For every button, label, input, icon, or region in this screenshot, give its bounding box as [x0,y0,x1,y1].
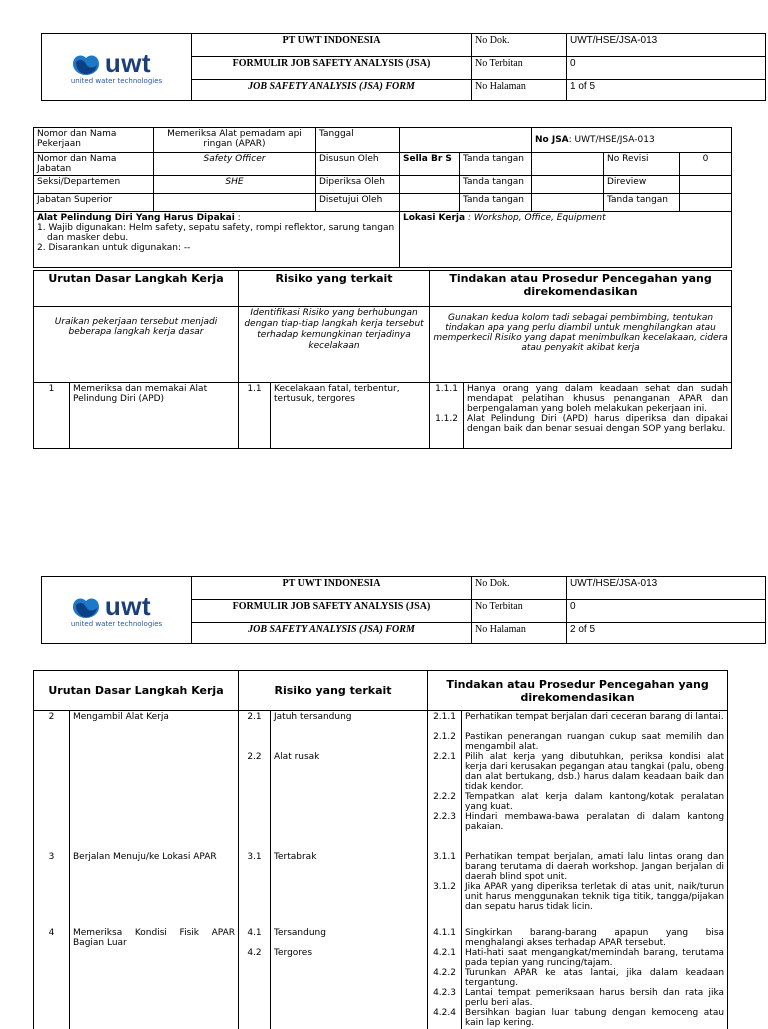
tanda-tangan-1: Tanda tangan [460,153,532,176]
lokasi-label: Lokasi Kerja [403,213,466,223]
doc-header-page2 [41,576,766,644]
apd-item-2: 2. Disarankan untuk digunakan: -- [37,243,191,253]
jsa-table-page1 [33,270,732,449]
col-risiko-header: Risiko yang terkait [239,671,428,711]
logo [42,34,192,101]
no-dok-label: No Dok. [472,34,567,57]
form-title: FORMULIR JOB SAFETY ANALYSIS (JSA) [192,57,472,80]
col-tindakan-header: Tindakan atau Prosedur Pencegahan yang direkomendasikan [428,671,728,711]
no-jsa-label: No JSA [535,135,569,145]
no-jsa-value: : UWT/HSE/JSA-013 [568,135,655,145]
table-row: 3 Berjalan Menuju/ke Lokasi APAR 3.1 Tertabrak 3.1.1 3.1.2 Perhatikan tempat berjalan, amati lalu lintas orang dan barang terutama di daerah workshop. Jangan berjalan di daerah blind spot unit. Jika APAR yang diperiksa terletak di atas unit, naik/turun unit harus menggunakan teknik tiga titik, tangga/pijakan dan sepatu harus tidak licin. [34,851,728,927]
no-revisi-label: No Revisi [604,153,680,176]
tanggal-value [400,128,532,153]
disusun-value: Sella Br S [400,153,460,176]
page-number: 1 of 5 [567,80,766,101]
jabatan-value: Safety Officer [154,153,316,176]
no-terbitan-value: 0 [567,57,766,80]
no-halaman-label: No Halaman [472,80,567,101]
doc-header-page1 [41,33,766,101]
logo-wordmark: uwt [104,591,152,621]
lokasi-section [400,212,732,268]
no-terbitan-label: No Terbitan [472,57,567,80]
disusun-label: Disusun Oleh [316,153,400,176]
col-urutan-header: Urutan Dasar Langkah Kerja [34,271,239,307]
water-drop-logo-icon [71,595,101,619]
no-dok-value: UWT/HSE/JSA-013 [567,34,766,57]
job-info-table [33,127,732,268]
job-name-value: Memeriksa Alat pemadam api ringan (APAR) [154,128,316,153]
jabatan-label: Nomor dan Nama Jabatan [34,153,154,176]
no-halaman-label: No Halaman [472,623,567,644]
col-risiko-desc: Identifikasi Risiko yang berhubungan dengan tiap-tiap langkah kerja tersebut terhadap kemungkinan terjadinya kecelakaan [239,307,430,383]
form-subtitle: JOB SAFETY ANALYSIS (JSA) FORM [192,80,472,101]
seksi-label: Seksi/Departemen [34,176,154,194]
apd-title: Alat Pelindung Diri Yang Harus Dipakai [37,213,235,223]
no-dok-label: No Dok. [472,577,567,600]
no-dok-value: UWT/HSE/JSA-013 [567,577,766,600]
page-number: 2 of 5 [567,623,766,644]
table-row: 1 Memeriksa dan memakai Alat Pelindung Diri (APD) 1.1 Kecelakaan fatal, terbentur, tertusuk, tergores 1.1.1 1.1.2 Hanya orang yang dalam keadaan sehat dan sudah mendapat pelatihan khusus penanganan APAR dan berpengalaman yang boleh melakukan pekerjaan ini. Alat Pelindung Diri (APD) harus diperiksa dan dipakai dengan baik dan benar sesuai dengan SOP yang berlaku. [34,383,732,449]
jsa-table-page2 [33,670,728,1029]
table-row: 4 Memeriksa Kondisi Fisik APAR Bagian Luar 4.1 4.2 Tersandung Tergores 4.1.1 4.2.1 4.2.2 4.2.3 4.2.4 Singkirkan barang-barang apapun yang bisa menghalangi akses terhadap APAR tersebut. Hati-hati saat mengangkat/memindah barang, terutama pada tepian yang runcing/tajam. Turunkan APAR ke atas lantai, jika dalam keadaan tergantung. Lantai tempat pemeriksaan harus bersih dan rata jika perlu beri alas. Bersihkan bagian luar tabung dengan kemoceng atau kain lap kering. [34,927,728,1029]
logo-wordmark: uwt [104,48,152,78]
tanggal-label: Tanggal [316,128,400,153]
diperiksa-label: Diperiksa Oleh [316,176,400,194]
col-risiko-header: Risiko yang terkait [239,271,430,307]
water-drop-logo-icon [71,52,101,76]
company-name: PT UWT INDONESIA [192,34,472,57]
logo-tagline: united water technologies [70,77,163,85]
col-tindakan-desc: Gunakan kedua kolom tadi sebagai pembimbing, tentukan tindakan apa yang perlu diambil untuk menghilangkan atau memperkecil Risiko yang dapat menimbulkan kecelakaan, cidera atau penyakit akibat kerja [430,307,732,383]
logo [42,577,192,644]
form-subtitle: JOB SAFETY ANALYSIS (JSA) FORM [192,623,472,644]
col-urutan-header: Urutan Dasar Langkah Kerja [34,671,239,711]
no-revisi-value: 0 [680,153,732,176]
no-terbitan-label: No Terbitan [472,600,567,623]
no-terbitan-value: 0 [567,600,766,623]
lokasi-value: : Workshop, Office, Equipment [465,213,606,223]
direview-label: Direview [604,176,680,194]
apd-item-1: 1. Wajib digunakan: Helm safety, sepatu safety, rompi reflektor, sarung tangan dan masker debu. [37,223,395,243]
seksi-value: SHE [154,176,316,194]
form-title: FORMULIR JOB SAFETY ANALYSIS (JSA) [192,600,472,623]
tanda-tangan-3: Tanda tangan [460,194,532,212]
disetujui-label: Disetujui Oleh [316,194,400,212]
col-tindakan-header: Tindakan atau Prosedur Pencegahan yang direkomendasikan [430,271,732,307]
table-row: 2 Mengambil Alat Kerja 2.1 2.2 Jatuh tersandung Alat rusak 2.1.1 2.1.2 2.2.1 2.2.2 2.2.3 Perhatikan tempat berjalan dari ceceran barang di lantai. Pastikan penerangan ruangan cukup saat memilih dan mengambil alat. Pilih alat kerja yang dibutuhkan, periksa kondisi alat kerja dari kerusakan pegangan atau tangkai (palu, obeng dan alat bertukang, dsb.) harus dalam keadaan baik dan tidak kendor. Tempatkan alat kerja dalam kantong/kotak peralatan yang kuat. Hindari membawa-bawa peralatan di dalam kantong pakaian. [34,711,728,851]
col-urutan-desc: Uraikan pekerjaan tersebut menjadi beberapa langkah kerja dasar [34,307,239,383]
job-name-label: Nomor dan Nama Pekerjaan [34,128,154,153]
jabatan-superior-label: Jabatan Superior [34,194,154,212]
signature-box-1 [532,153,604,176]
logo-tagline: united water technologies [70,620,163,628]
apd-section: Alat Pelindung Diri Yang Harus Dipakai : 1. Wajib digunakan: Helm safety, sepatu safety, rompi reflektor, sarung tangan dan masker debu. 2. Disarankan untuk digunakan: -- [34,212,400,268]
company-name: PT UWT INDONESIA [192,577,472,600]
tanda-tangan-2: Tanda tangan [460,176,532,194]
tanda-tangan-4: Tanda tangan [604,194,680,212]
